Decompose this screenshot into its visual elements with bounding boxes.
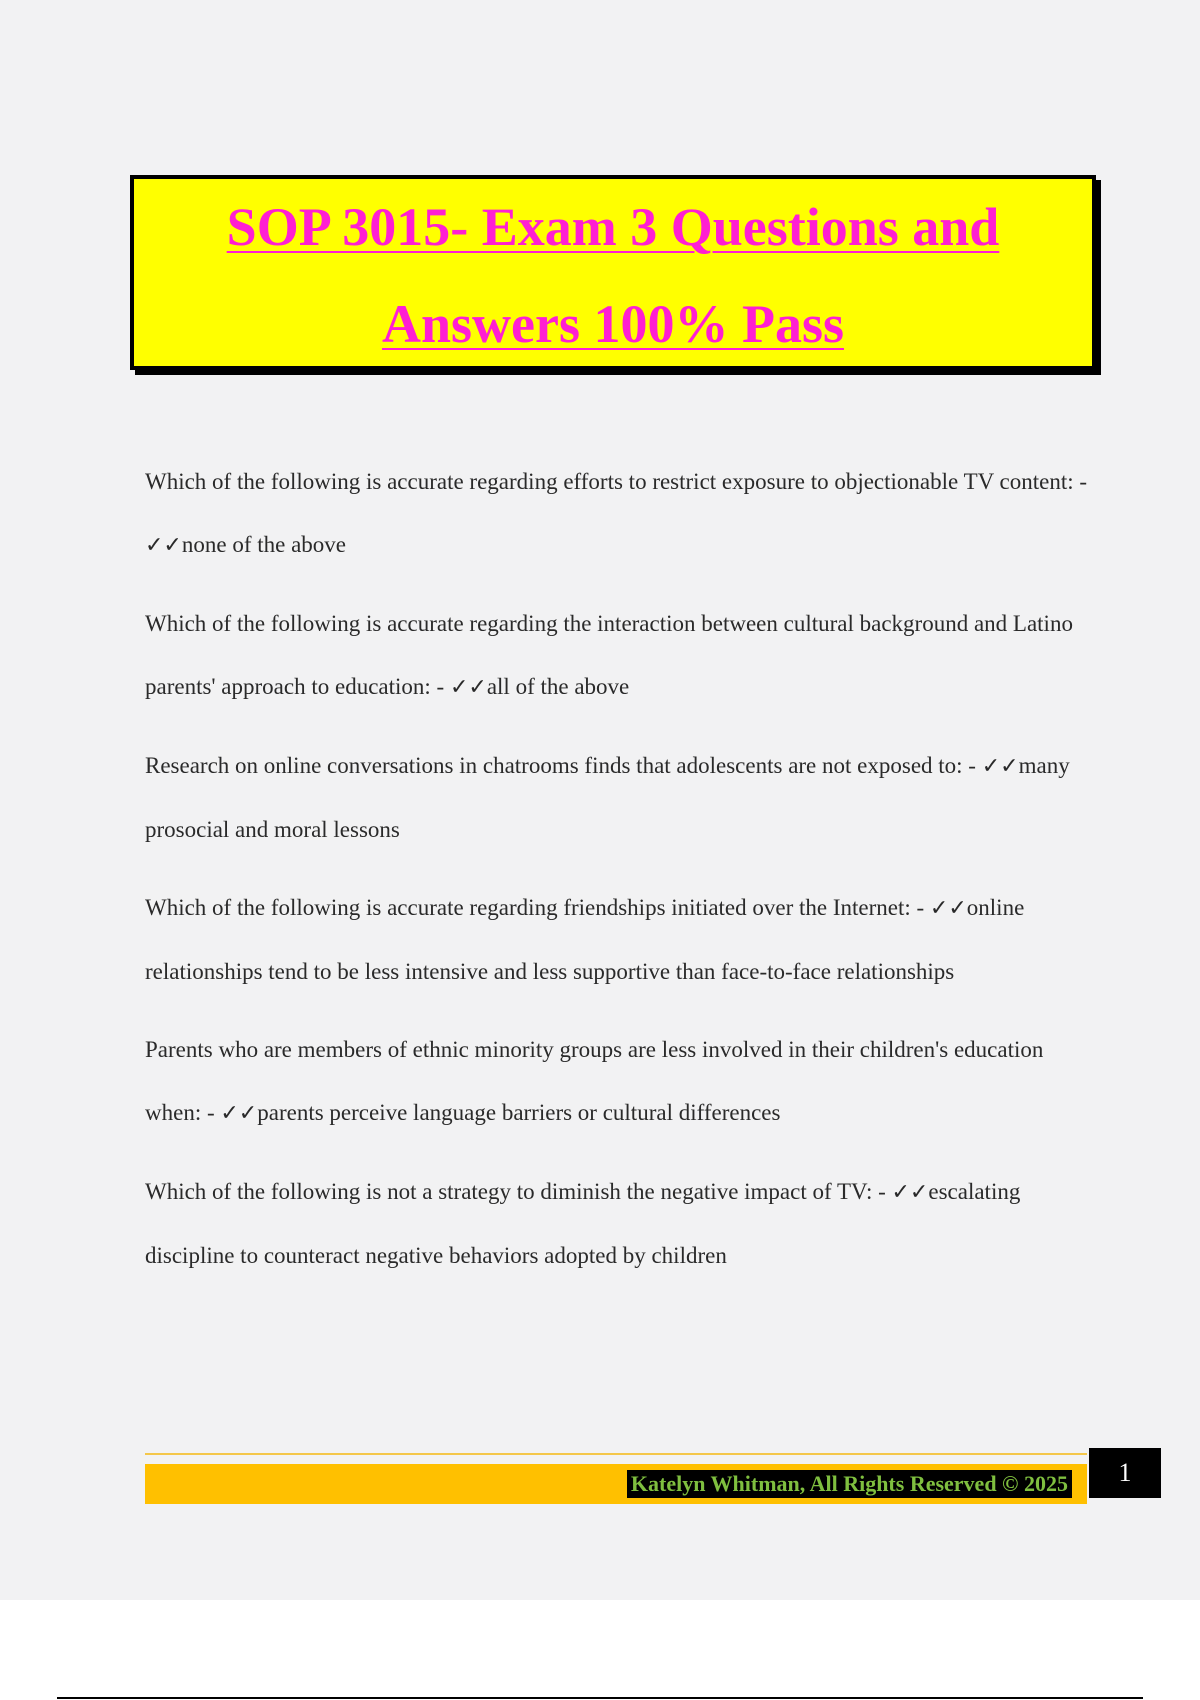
question-text: Which of the following is not a strategy to diminish the negative impact of TV: - xyxy=(145,1179,892,1204)
title-line-1: SOP 3015- Exam 3 Questions and xyxy=(226,197,1000,257)
answer-text: many prosocial and moral lessons xyxy=(145,753,1070,842)
qa-item xyxy=(145,1160,1095,1287)
page-number: 1 xyxy=(1089,1448,1161,1498)
answer-text: all of the above xyxy=(486,674,630,699)
footer-rule xyxy=(145,1453,1087,1455)
checkmark-icon: ✓✓ xyxy=(891,1180,929,1205)
question-text: Research on online conversations in chatrooms finds that adolescents are not exposed to: - xyxy=(145,753,982,778)
qa-item xyxy=(145,1018,1095,1145)
qa-item xyxy=(145,592,1095,719)
answer-text: parents perceive language barriers or cultural differences xyxy=(257,1100,781,1125)
qa-item xyxy=(145,450,1095,577)
title-line-2: Answers 100% Pass xyxy=(381,294,844,354)
checkmark-icon: ✓✓ xyxy=(449,675,487,700)
qa-item xyxy=(145,734,1095,861)
qa-item xyxy=(145,876,1095,1003)
qa-list xyxy=(145,450,1095,1302)
question-text: Which of the following is accurate regarding the interaction between cultural background and Latino parents' approach to education: - xyxy=(145,611,1073,699)
copyright-notice: Katelyn Whitman, All Rights Reserved © 2025 xyxy=(627,1470,1072,1498)
question-text: Which of the following is accurate regarding friendships initiated over the Internet: - xyxy=(145,895,930,920)
answer-text: none of the above xyxy=(181,532,347,557)
question-text: Which of the following is accurate regarding efforts to restrict exposure to objectionable TV content: - xyxy=(145,469,1088,494)
answer-text: escalating discipline to counteract negative behaviors adopted by children xyxy=(145,1179,1021,1268)
checkmark-icon: ✓✓ xyxy=(981,754,1019,779)
checkmark-icon: ✓✓ xyxy=(145,533,182,558)
question-text: Parents who are members of ethnic minority groups are less involved in their children's education when: - xyxy=(145,1037,1044,1125)
footer-bar xyxy=(145,1464,1087,1504)
checkmark-icon: ✓✓ xyxy=(929,896,967,921)
title-box xyxy=(130,175,1096,370)
checkmark-icon: ✓✓ xyxy=(220,1101,258,1126)
answer-text: online relationships tend to be less intensive and less supportive than face-to-face relationships xyxy=(145,895,1025,984)
page-separator xyxy=(57,1697,1143,1699)
